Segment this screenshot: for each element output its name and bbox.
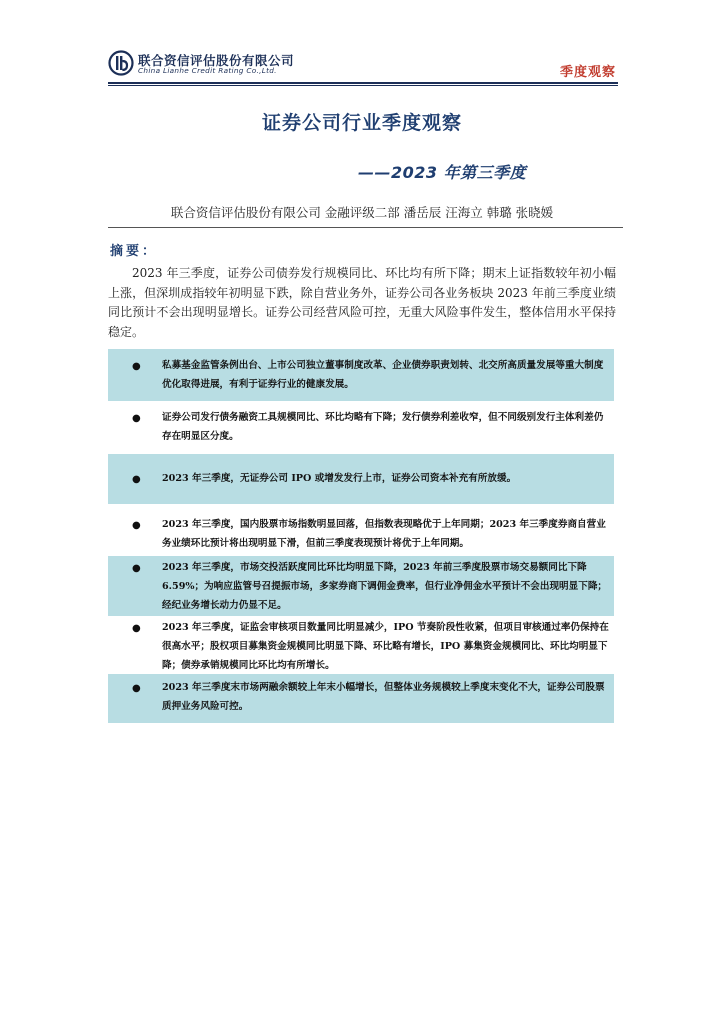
highlight-item — [108, 674, 614, 723]
authors-line: 联合资信评估股份有限公司 金融评级二部 潘岳辰 汪海立 韩璐 张晓媛 — [170, 205, 554, 220]
bullet-icon: ● — [132, 683, 141, 694]
header-divider — [108, 82, 618, 84]
highlight-item — [108, 405, 614, 451]
highlight-text: 私募基金监管条例出台、上市公司独立董事制度改革、企业债券职责划转、北交所高质量发展等重大制度优化取得进展，有利于证券行业的健康发展。 — [162, 360, 604, 390]
bullet-icon: ● — [132, 520, 141, 531]
lianhe-logo-icon — [108, 50, 134, 76]
bullet-icon: ● — [132, 623, 141, 634]
highlight-item — [108, 512, 614, 555]
abstract-label: 摘要： — [110, 244, 159, 259]
document-title: 证券公司行业季度观察 — [261, 112, 462, 134]
document-subtitle: ——2023 年第三季度 — [358, 163, 527, 182]
highlight-text: 2023 年三季度末市场两融余额较上年末小幅增长，但整体业务规模较上季度末变化不大，证券公司股票质押业务风险可控。 — [162, 682, 605, 712]
highlight-item — [108, 616, 614, 676]
header-divider-thin — [108, 85, 618, 86]
highlight-item — [108, 349, 614, 401]
org-name-en: China Lianhe Credit Rating Co.,Ltd. — [138, 66, 277, 75]
highlight-item — [108, 556, 614, 616]
highlight-text: 2023 年三季度，国内股票市场指数明显回落，但指数表现略优于上年同期；2023 年三季度券商自营业务业绩环比预计将出现明显下滑，但前三季度表现预计将优于上年同期。 — [162, 519, 606, 549]
highlight-text: 2023 年三季度，市场交投活跃度同比环比均明显下降，2023 年前三季度股票市场交易额同比下降 6.59%；为响应监管号召提振市场，多家券商下调佣金费率，但行业净佣金水平预计不会出现明显下降；经纪业务增长动力仍显不足。 — [162, 562, 608, 611]
highlight-item — [108, 454, 614, 504]
abstract-text: 2023 年三季度，证券公司债券发行规模同比、环比均有所下降；期末上证指数较年初小幅上涨，但深圳成指较年初明显下跌，除自营业务外，证券公司各业务板块 2023 年前三季度业绩同比预计不会出现明显增长。证券公司经营风险可控，无重大风险事件发生，整体信用水平保持稳定。 — [108, 266, 616, 339]
highlight-text: 2023 年三季度，证监会审核项目数量同比明显减少，IPO 节奏阶段性收紧，但项目审核通过率仍保持在很高水平；股权项目募集资金规模同比明显下降、环比略有增长，IPO 募集资金规模同比、环比均明显下降；债券承销规模同比环比均有所增长。 — [162, 622, 609, 671]
highlights-list — [108, 349, 614, 723]
highlight-text: 证券公司发行债务融资工具规模同比、环比均略有下降；发行债券利差收窄，但不同级别发行主体利差仍存在明显区分度。 — [162, 412, 604, 442]
section-tag: 季度观察 — [559, 65, 616, 80]
bullet-icon: ● — [132, 563, 141, 574]
page-header — [108, 50, 618, 80]
bullet-icon: ● — [132, 474, 141, 485]
authors-divider — [108, 227, 623, 228]
highlight-text: 2023 年三季度，无证券公司 IPO 或增发发行上市，证券公司资本补充有所放缓。 — [162, 473, 517, 484]
bullet-icon: ● — [132, 361, 141, 372]
bullet-icon: ● — [132, 413, 141, 424]
org-name-cn: 联合资信评估股份有限公司 — [138, 53, 295, 68]
